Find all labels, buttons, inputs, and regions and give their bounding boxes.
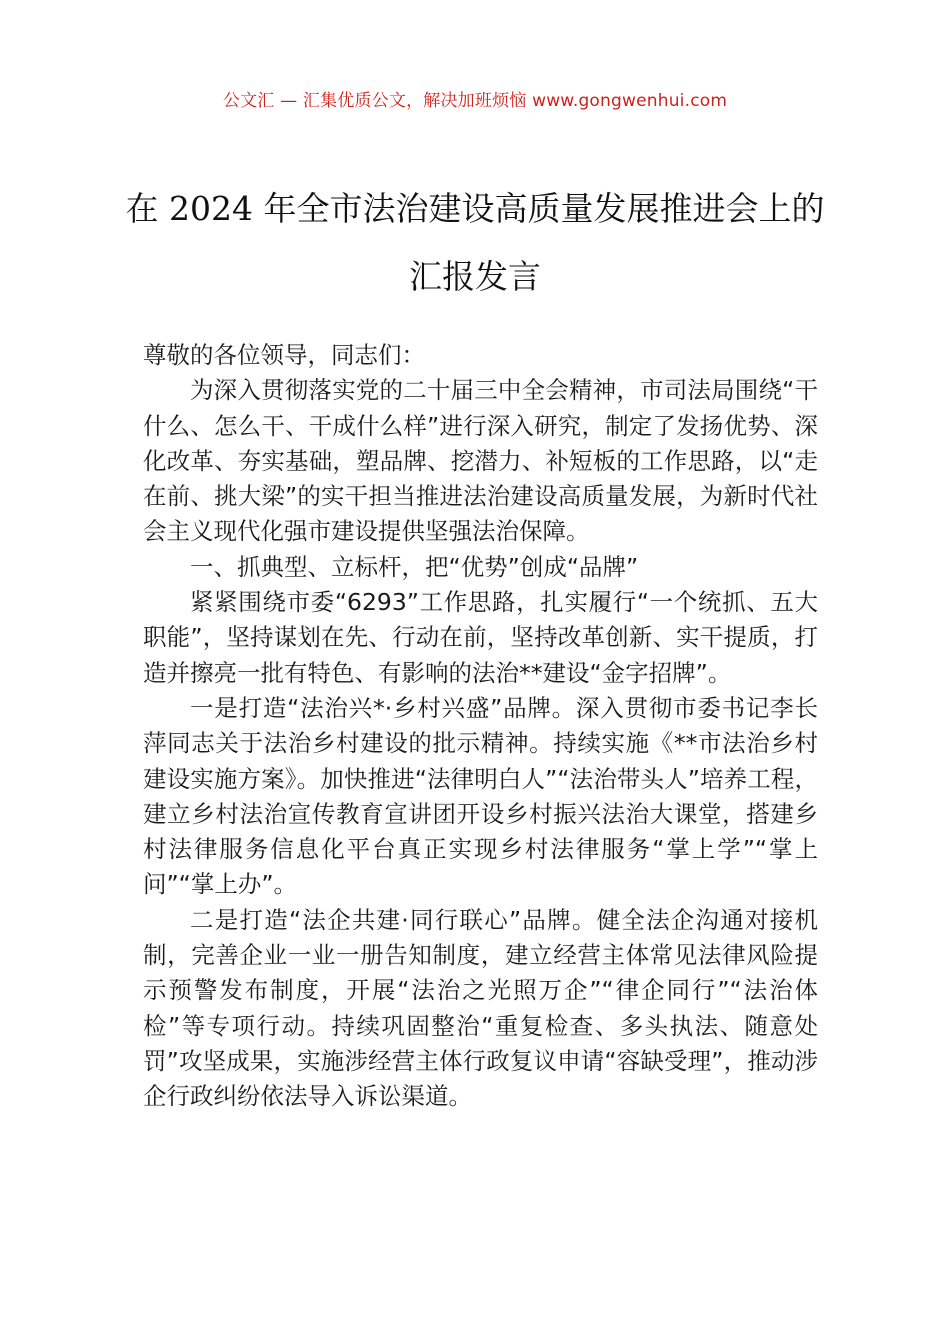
salutation: 尊敬的各位领导，同志们： <box>143 341 425 369</box>
paragraph-intro: 为深入贯彻落实党的二十届三中全会精神，市司法局围绕“干什么、怎么干、干成什么样”进行深入研究，制定了发扬优势、深化改革、夯实基础，塑品牌、挖潜力、补短板的工作思路，以“走在前、挑大梁”的实干担当推进法治建设高质量发展，为新时代社会主义现代化强市建设提供坚强法治保障。 <box>143 376 818 546</box>
watermark-header: 公文汇 — 汇集优质公文，解决加班烦恼 www.gongwenhui.com <box>222 91 728 111</box>
paragraph-brand-1: 一是打造“法治兴*·乡村兴盛”品牌。深入贯彻市委书记李长萍同志关于法治乡村建设的批示精神。持续实施《**市法治乡村建设实施方案》。加快推进“法律明白人”“法治带头人”培养工程，建立乡村法治宣传教育宣讲团开设乡村振兴法治大课堂，搭建乡村法律服务信息化平台真正实现乡村法律服务“掌上学”“掌上问”“掌上办”。 <box>143 693 818 899</box>
section-heading-1: 一、抓典型、立标杆，把“优势”创成“品牌” <box>190 552 639 581</box>
document-body <box>143 338 818 1115</box>
document-title: 在 2024 年全市法治建设高质量发展推进会上的汇报发言 <box>125 189 825 296</box>
paragraph-brand-2: 二是打造“法企共建·同行联心”品牌。健全法企沟通对接机制，完善企业一业一册告知制度，建立经营主体常见法律风险提示预警发布制度，开展“法治之光照万企”“律企同行”“法治体检”等专项行动。持续巩固整治“重复检查、多头执法、随意处罚”攻坚成果，实施涉经营主体行政复议申请“容缺受理”，推动涉企行政纠纷依法导入诉讼渠道。 <box>143 905 818 1111</box>
paragraph-section-1-intro: 紧紧围绕市委“6293”工作思路，扎实履行“一个统抓、五大职能”，坚持谋划在先、行动在前，坚持改革创新、实干提质，打造并擦亮一批有特色、有影响的法治**建设“金字招牌”。 <box>143 588 818 687</box>
